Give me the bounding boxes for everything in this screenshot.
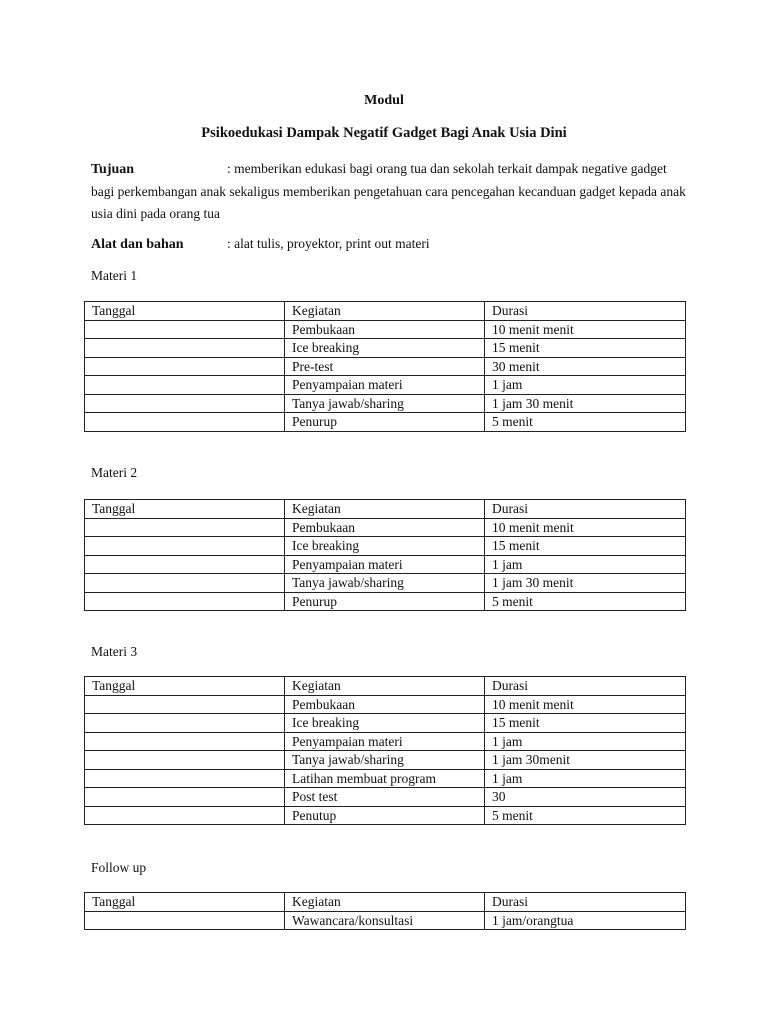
table-cell: 1 jam 30 menit bbox=[485, 394, 686, 413]
table-header-cell: Kegiatan bbox=[285, 893, 485, 912]
alat-paragraph bbox=[91, 233, 691, 256]
table-row bbox=[85, 695, 686, 714]
table-row bbox=[85, 518, 686, 537]
table-cell bbox=[85, 592, 285, 611]
table-cell: Tanya jawab/sharing bbox=[285, 574, 485, 593]
table-cell bbox=[85, 732, 285, 751]
table-cell: Ice breaking bbox=[285, 714, 485, 733]
table-header-row bbox=[85, 893, 686, 912]
table-cell bbox=[85, 339, 285, 358]
table-cell: 1 jam bbox=[485, 769, 686, 788]
table-cell bbox=[85, 376, 285, 395]
table-cell: 5 menit bbox=[485, 413, 686, 432]
table-header-cell: Tanggal bbox=[85, 500, 285, 519]
table-cell bbox=[85, 413, 285, 432]
tujuan-paragraph bbox=[91, 158, 691, 225]
table-header-row bbox=[85, 302, 686, 321]
table-header-cell: Tanggal bbox=[85, 302, 285, 321]
table-cell: 15 menit bbox=[485, 714, 686, 733]
table-row bbox=[85, 806, 686, 825]
table-row bbox=[85, 339, 686, 358]
table-cell: 1 jam 30 menit bbox=[485, 574, 686, 593]
table-header-cell: Durasi bbox=[485, 500, 686, 519]
section-heading-materi-2: Materi 2 bbox=[91, 465, 138, 480]
table-cell: Penyampaian materi bbox=[285, 376, 485, 395]
table-cell: Pre-test bbox=[285, 357, 485, 376]
table-cell: Ice breaking bbox=[285, 339, 485, 358]
table-header-cell: Kegiatan bbox=[285, 677, 485, 696]
table-cell bbox=[85, 806, 285, 825]
table-header-cell: Durasi bbox=[485, 302, 686, 321]
table-row bbox=[85, 537, 686, 556]
table-cell: Pembukaan bbox=[285, 695, 485, 714]
tujuan-text: : memberikan edukasi bagi orang tua dan sekolah terkait dampak negative gadget bagi perkembangan anak sekaligus memberikan pengetahuan cara pencegahan kecanduan gadget kepada anak usia dini pada orang tua bbox=[91, 161, 686, 221]
table-cell: Penutup bbox=[285, 806, 485, 825]
table-header-cell: Durasi bbox=[485, 893, 686, 912]
table-cell: Pembukaan bbox=[285, 518, 485, 537]
table-row bbox=[85, 592, 686, 611]
table-cell bbox=[85, 555, 285, 574]
table-cell: 5 menit bbox=[485, 592, 686, 611]
table-row bbox=[85, 574, 686, 593]
table-cell: 1 jam/orangtua bbox=[485, 911, 686, 930]
table-cell: 10 menit menit bbox=[485, 518, 686, 537]
table-header-cell: Kegiatan bbox=[285, 500, 485, 519]
schedule-table-follow-up bbox=[84, 892, 686, 930]
table-cell bbox=[85, 695, 285, 714]
schedule-table-materi-2 bbox=[84, 499, 686, 611]
table-header-row bbox=[85, 500, 686, 519]
table-row bbox=[85, 555, 686, 574]
table-cell bbox=[85, 574, 285, 593]
document-title: Modul bbox=[364, 93, 404, 108]
table-cell bbox=[85, 537, 285, 556]
section-heading-follow-up: Follow up bbox=[91, 860, 147, 875]
schedule-table-materi-3 bbox=[84, 676, 686, 825]
table-cell bbox=[85, 394, 285, 413]
table-cell: 5 menit bbox=[485, 806, 686, 825]
table-cell: 10 menit menit bbox=[485, 320, 686, 339]
table-cell: Penyampaian materi bbox=[285, 732, 485, 751]
table-cell: Ice breaking bbox=[285, 537, 485, 556]
table-row bbox=[85, 751, 686, 770]
table-cell: 1 jam 30menit bbox=[485, 751, 686, 770]
alat-label: Alat dan bahan bbox=[91, 237, 184, 252]
table-header-cell: Durasi bbox=[485, 677, 686, 696]
table-cell: 30 bbox=[485, 788, 686, 807]
table-cell bbox=[85, 357, 285, 376]
table-cell: Pembukaan bbox=[285, 320, 485, 339]
table-row bbox=[85, 394, 686, 413]
table-cell: 10 menit menit bbox=[485, 695, 686, 714]
table-header-cell: Tanggal bbox=[85, 677, 285, 696]
table-header-cell: Kegiatan bbox=[285, 302, 485, 321]
table-cell: 15 menit bbox=[485, 339, 686, 358]
table-row bbox=[85, 788, 686, 807]
table-row bbox=[85, 320, 686, 339]
table-header-cell: Tanggal bbox=[85, 893, 285, 912]
table-cell bbox=[85, 714, 285, 733]
table-cell: 1 jam bbox=[485, 732, 686, 751]
table-cell: 30 menit bbox=[485, 357, 686, 376]
table-cell bbox=[85, 769, 285, 788]
table-row bbox=[85, 413, 686, 432]
tujuan-label: Tujuan bbox=[91, 162, 135, 177]
table-row bbox=[85, 911, 686, 930]
table-cell bbox=[85, 911, 285, 930]
section-heading-materi-3: Materi 3 bbox=[91, 644, 138, 659]
table-row bbox=[85, 769, 686, 788]
table-cell: 15 menit bbox=[485, 537, 686, 556]
table-cell: Post test bbox=[285, 788, 485, 807]
table-cell bbox=[85, 751, 285, 770]
table-cell bbox=[85, 518, 285, 537]
table-cell: Tanya jawab/sharing bbox=[285, 751, 485, 770]
table-row bbox=[85, 732, 686, 751]
table-cell bbox=[85, 788, 285, 807]
alat-text: : alat tulis, proyektor, print out materi bbox=[227, 236, 430, 251]
table-cell: Latihan membuat program bbox=[285, 769, 485, 788]
table-cell: Penurup bbox=[285, 413, 485, 432]
table-cell: Tanya jawab/sharing bbox=[285, 394, 485, 413]
schedule-table-materi-1 bbox=[84, 301, 686, 432]
table-cell: Penyampaian materi bbox=[285, 555, 485, 574]
table-header-row bbox=[85, 677, 686, 696]
table-cell: Penurup bbox=[285, 592, 485, 611]
table-row bbox=[85, 357, 686, 376]
table-row bbox=[85, 376, 686, 395]
table-cell: 1 jam bbox=[485, 555, 686, 574]
section-heading-materi-1: Materi 1 bbox=[91, 268, 138, 283]
document-subtitle: Psikoedukasi Dampak Negatif Gadget Bagi Anak Usia Dini bbox=[201, 125, 567, 141]
table-cell: 1 jam bbox=[485, 376, 686, 395]
table-cell: Wawancara/konsultasi bbox=[285, 911, 485, 930]
table-cell bbox=[85, 320, 285, 339]
table-row bbox=[85, 714, 686, 733]
